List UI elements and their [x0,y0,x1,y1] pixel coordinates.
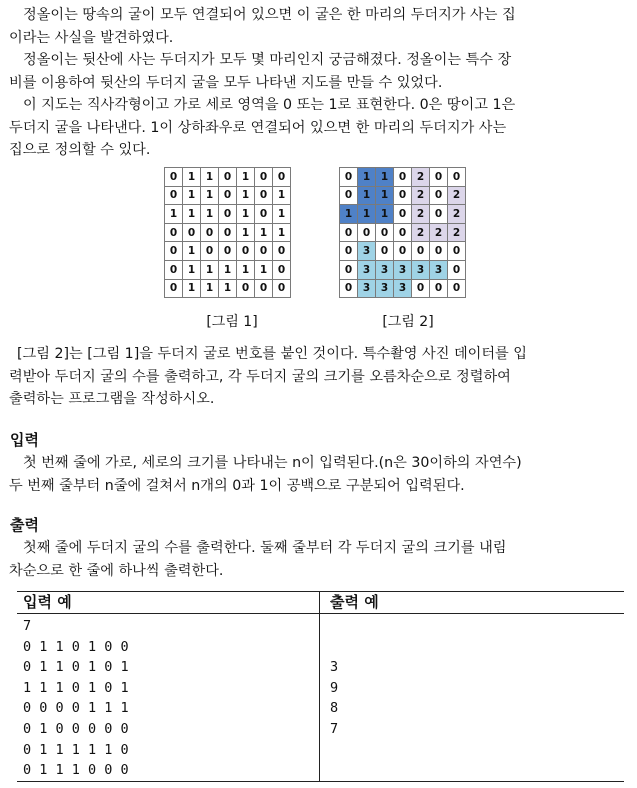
paragraph-1 [9,4,637,49]
grid-cell: 0 [430,242,448,261]
grid-cell: 1 [237,260,255,279]
grid-cell: 0 [448,279,466,298]
grid-cell: 3 [394,260,412,279]
figure-1-table [164,167,291,298]
grid-cell: 1 [219,279,237,298]
grid-cell: 1 [201,186,219,205]
paragraph-3 [9,94,637,162]
text-line: 첫 번째 줄에 가로, 세로의 크기를 나타내는 n이 입력된다.(n은 30이하의 자연수) [23,455,522,471]
grid-cell: 0 [412,279,430,298]
example-header-row [17,591,624,614]
example-output-text[interactable]: 3 9 8 7 [330,659,339,737]
grid-cell: 3 [412,260,430,279]
grid-cell: 0 [237,279,255,298]
grid-cell: 1 [183,279,201,298]
grid-cell: 1 [219,260,237,279]
grid-cell: 0 [430,279,448,298]
grid-cell: 1 [376,168,394,187]
text-line: [그림 2]는 [그림 1]을 두더지 굴로 번호를 붙인 것이다. 특수촬영 사진 데이터를 입 [17,346,527,362]
grid-cell: 1 [201,260,219,279]
grid-cell: 0 [340,223,358,242]
grid-cell: 1 [237,186,255,205]
grid-cell: 0 [412,242,430,261]
grid-cell: 0 [255,279,273,298]
grid-cell: 0 [219,242,237,261]
grid-cell: 1 [183,242,201,261]
example-output-header: 출력 예 [330,593,379,611]
grid-cell: 1 [201,279,219,298]
grid-row [340,260,466,279]
grid-row [165,186,291,205]
grid-cell: 1 [376,186,394,205]
output-heading: 출력 [10,516,39,534]
grid-row [340,205,466,224]
grid-row [340,186,466,205]
example-input-header: 입력 예 [17,592,320,613]
grid-cell: 1 [255,260,273,279]
paragraph-4 [9,343,631,411]
grid-cell: 0 [394,168,412,187]
grid-row [165,205,291,224]
grid-cell: 0 [340,242,358,261]
input-description [9,452,637,497]
grid-cell: 1 [165,205,183,224]
text-line: 첫째 줄에 두더지 굴의 수를 출력한다. 둘째 줄부터 각 두더지 굴의 크기를 내림 [23,540,507,556]
grid-cell: 2 [412,168,430,187]
example-input-text[interactable]: 7 0 1 1 0 1 0 0 0 1 1 0 1 0 1 1 1 1 0 1 0 1 0 0 0 0 1 1 1 0 1 0 0 0 0 0 0 1 1 1 1 1 0 0 1 1 1 0 0 0 [17,614,320,781]
text-line: 집으로 정의할 수 있다. [9,142,151,158]
grid-cell: 1 [273,186,291,205]
grid-cell: 0 [273,279,291,298]
grid-cell: 0 [340,186,358,205]
output-description [9,537,637,582]
text-line: 정올이는 땅속의 굴이 모두 연결되어 있으면 이 굴은 한 마리의 두더지가 사는 집 [23,7,516,23]
text-line: 비를 이용하여 뒷산의 두더지 굴을 모두 나타낸 지도를 만들 수 있었다. [9,74,443,91]
text-line: 차순으로 한 줄에 하나씩 출력한다. [9,562,224,579]
grid-cell: 0 [255,186,273,205]
grid-cell: 1 [183,186,201,205]
grid-cell: 0 [358,223,376,242]
grid-row [340,242,466,261]
grid-cell: 0 [219,186,237,205]
grid-cell: 1 [376,205,394,224]
example-body-row [17,614,624,782]
grid-cell: 0 [255,205,273,224]
grid-cell: 3 [358,242,376,261]
grid-cell: 1 [255,223,273,242]
figure-1-caption: [그림 1] [206,314,258,330]
grid-cell: 1 [183,260,201,279]
text-line: 출력하는 프로그램을 작성하시오. [9,391,215,407]
grid-cell: 1 [340,205,358,224]
grid-cell: 0 [430,186,448,205]
figure-2-caption: [그림 2] [382,314,434,330]
example-table [17,591,624,782]
grid-cell: 0 [165,186,183,205]
figure-2-grid [339,167,466,298]
text-line: 력받아 두더지 굴의 수를 출력하고, 각 두더지 굴의 크기를 오름차순으로 정렬하여 [9,368,511,385]
grid-cell: 0 [237,242,255,261]
grid-row [340,168,466,187]
grid-cell: 2 [412,223,430,242]
grid-cell: 0 [448,260,466,279]
grid-cell: 0 [448,242,466,261]
figure-1-grid [164,167,291,298]
grid-cell: 0 [273,242,291,261]
grid-cell: 1 [237,205,255,224]
grid-cell: 0 [394,186,412,205]
grid-cell: 1 [201,205,219,224]
grid-cell: 0 [255,242,273,261]
grid-cell: 0 [165,279,183,298]
grid-cell: 1 [237,168,255,187]
grid-row [340,279,466,298]
grid-row [165,223,291,242]
text-line: 이라는 사실을 발견하였다. [9,29,174,46]
grid-cell: 0 [394,242,412,261]
grid-cell: 0 [201,223,219,242]
text-line: 정올이는 뒷산에 사는 두더지가 모두 몇 마리인지 궁금해졌다. 정올이는 특수 장 [23,52,512,68]
grid-cell: 0 [165,242,183,261]
grid-cell: 0 [273,168,291,187]
grid-cell: 0 [165,223,183,242]
grid-cell: 0 [394,205,412,224]
grid-cell: 0 [340,279,358,298]
grid-cell: 0 [340,260,358,279]
grid-cell: 0 [376,242,394,261]
grid-cell: 1 [201,168,219,187]
grid-cell: 3 [376,260,394,279]
grid-cell: 0 [273,260,291,279]
text-line: 두 번째 줄부터 n줄에 걸쳐서 n개의 0과 1이 공백으로 구분되어 입력된다. [9,477,465,494]
grid-row [165,168,291,187]
grid-cell: 1 [358,205,376,224]
text-line: 이 지도는 직사각형이고 가로 세로 영역을 0 또는 1로 표현한다. 0은 땅이고 1은 [23,97,516,113]
grid-cell: 0 [376,223,394,242]
grid-cell: 3 [358,279,376,298]
grid-row [340,223,466,242]
grid-cell: 2 [448,186,466,205]
grid-cell: 0 [340,168,358,187]
grid-cell: 0 [219,168,237,187]
text-line: 두더지 굴을 나타낸다. 1이 상하좌우로 연결되어 있으면 한 마리의 두더지가 사는 [9,119,507,136]
grid-row [165,279,291,298]
grid-cell: 3 [358,260,376,279]
grid-cell: 1 [183,205,201,224]
grid-cell: 2 [412,205,430,224]
figure-2-table [339,167,466,298]
grid-cell: 2 [430,223,448,242]
grid-cell: 0 [430,205,448,224]
grid-cell: 0 [165,168,183,187]
grid-cell: 0 [201,242,219,261]
grid-cell: 1 [273,223,291,242]
grid-cell: 1 [183,168,201,187]
grid-cell: 1 [237,223,255,242]
grid-cell: 3 [430,260,448,279]
grid-cell: 1 [273,205,291,224]
grid-cell: 2 [412,186,430,205]
grid-cell: 0 [219,205,237,224]
grid-row [165,242,291,261]
grid-cell: 1 [358,186,376,205]
grid-cell: 3 [376,279,394,298]
grid-cell: 0 [394,223,412,242]
grid-cell: 0 [430,168,448,187]
grid-cell: 1 [358,168,376,187]
grid-cell: 0 [219,223,237,242]
input-heading: 입력 [10,431,39,449]
grid-cell: 0 [448,168,466,187]
grid-cell: 2 [448,223,466,242]
grid-cell: 2 [448,205,466,224]
grid-cell: 0 [165,260,183,279]
paragraph-2 [9,49,637,94]
grid-cell: 0 [183,223,201,242]
grid-row [165,260,291,279]
grid-cell: 0 [255,168,273,187]
grid-cell: 3 [394,279,412,298]
